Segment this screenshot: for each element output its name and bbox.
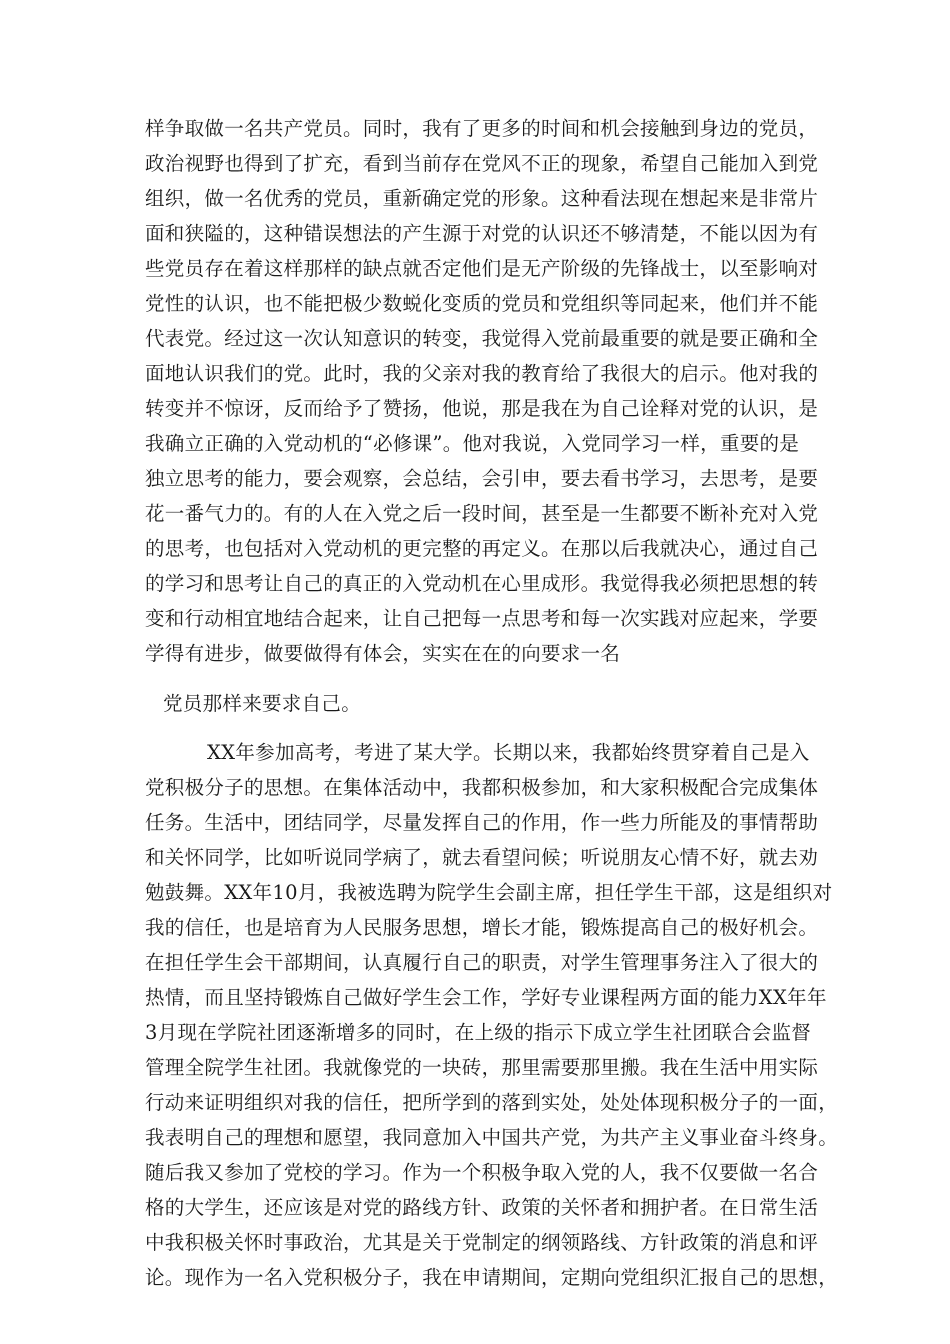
text-line: 面和狭隘的，这种错误想法的产生源于对党的认识还不够清楚，不能以因为有 [145,222,819,245]
text-line: 的思考，也包括对入党动机的更完整的再定义。在那以后我就决心，通过自己 [145,537,819,560]
text-line: 转变并不惊讶，反而给予了赞扬，他说，那是我在为自己诠释对党的认识，是 [145,397,819,420]
text-line: XX年参加高考，考进了某大学。长期以来，我都始终贯穿着自己是入 [207,741,810,764]
text-line: 3月现在学院社团逐渐增多的同时，在上级的指示下成立学生社团联合会监督 [145,1021,812,1044]
text-line: 代表党。经过这一次认知意识的转变，我觉得入党前最重要的就是要正确和全 [145,327,819,350]
text-line: 任务。生活中，团结同学，尽量发挥自己的作用，作一些力所能及的事情帮助 [145,811,819,834]
text-line: 变和行动相宜地结合起来，让自己把每一点思考和每一次实践对应起来，学要 [145,607,819,630]
text-line: 党积极分子的思想。在集体活动中，我都积极参加，和大家积极配合完成集体 [145,776,819,799]
text-line: 的学习和思考让自己的真正的入党动机在心里成形。我觉得我必须把思想的转 [145,572,819,595]
text-line: 我表明自己的理想和愿望，我同意加入中国共产党，为共产主义事业奋斗终身。 [145,1126,839,1149]
text-line: 论。现作为一名入党积极分子，我在申请期间，定期向党组织汇报自己的思想， [145,1266,839,1289]
text-line: 政治视野也得到了扩充，看到当前存在党风不正的现象，希望自己能加入到党 [145,152,819,175]
paragraph-2: 党员那样来要求自己。 [163,692,362,715]
text-line: 样争取做一名共产党员。同时，我有了更多的时间和机会接触到身边的党员， [145,117,819,140]
text-line: 些党员存在着这样那样的缺点就否定他们是无产阶级的先锋战士，以至影响对 [145,257,819,280]
text-line: 花一番气力的。有的人在入党之后一段时间，甚至是一生都要不断补充对入党 [145,502,819,525]
text-line: 我的信任，也是培育为人民服务思想，增长才能，锻炼提高自己的极好机会。 [145,916,819,939]
text-line: 学得有进步，做要做得有体会，实实在在的向要求一名 [145,642,621,665]
text-line: 和关怀同学，比如听说同学病了，就去看望问候；听说朋友心情不好，就去劝 [145,846,819,869]
text-line: 我确立正确的入党动机的“必修课”。他对我说，入党同学习一样，重要的是 [145,432,800,455]
text-line: 行动来证明组织对我的信任，把所学到的落到实处，处处体现积极分子的一面， [145,1091,839,1114]
text-line: 党性的认识，也不能把极少数蜕化变质的党员和党组织等同起来，他们并不能 [145,292,819,315]
text-line: 独立思考的能力，要会观察，会总结，会引申，要去看书学习，去思考，是要 [145,467,819,490]
text-line: 热情，而且坚持锻炼自己做好学生会工作，学好专业课程两方面的能力XX年年 [145,986,827,1009]
text-line: 随后我又参加了党校的学习。作为一个积极争取入党的人，我不仅要做一名合 [145,1161,819,1184]
text-line: 管理全院学生社团。我就像党的一块砖，那里需要那里搬。我在生活中用实际 [145,1056,819,1079]
text-line: 勉鼓舞。XX年10月，我被选聘为院学生会副主席，担任学生干部，这是组织对 [145,881,833,904]
text-line: 在担任学生会干部期间，认真履行自己的职责，对学生管理事务注入了很大的 [145,951,819,974]
text-line: 组织，做一名优秀的党员，重新确定党的形象。这种看法现在想起来是非常片 [145,187,819,210]
text-line: 面地认识我们的党。此时，我的父亲对我的教育给了我很大的启示。他对我的 [145,362,819,385]
text-line: 格的大学生，还应该是对党的路线方针、政策的关怀者和拥护者。在日常生活 [145,1196,819,1219]
text-line: 中我积极关怀时事政治，尤其是关于党制定的纲领路线、方针政策的消息和评 [145,1231,819,1254]
